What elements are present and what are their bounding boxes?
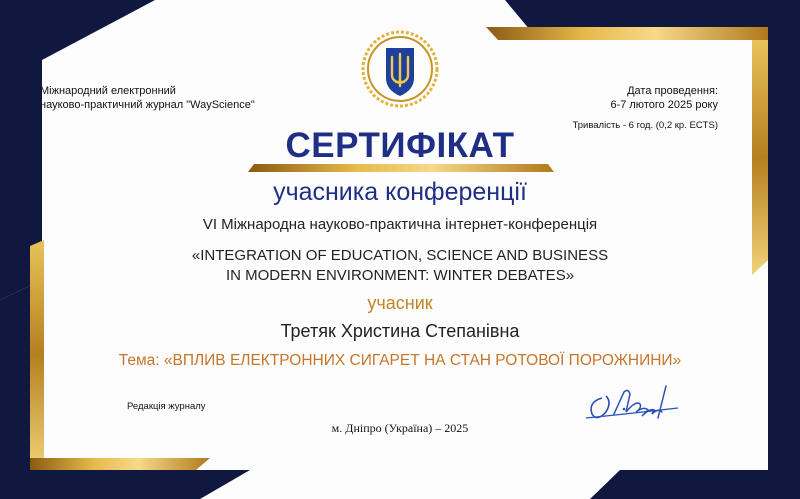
city-year: м. Дніпро (Україна) – 2025: [331, 421, 469, 435]
certificate-subtitle: учасника конференції: [273, 178, 527, 206]
conference-name-line-2: IN MODERN ENVIRONMENT: WINTER DEBATES»: [225, 267, 575, 284]
participant-name: Третяк Христина Степанівна: [280, 321, 520, 341]
conference-description: VI Міжнародна науково-практична інтернет-конференція: [202, 216, 598, 233]
navy-bottom-right: [590, 470, 768, 499]
gold-band-bottom-left: [30, 458, 210, 470]
journal-name: [40, 84, 255, 112]
journal-line-1: Міжнародний електронний: [40, 85, 176, 97]
editorial-label: Редакція журналу: [127, 401, 206, 412]
event-date: [610, 84, 718, 112]
trident-emblem-icon: [361, 30, 439, 113]
participant-role: учасник: [367, 293, 433, 313]
journal-line-2: науково-практичний журнал "WayScience": [40, 99, 255, 111]
conference-name-line-1: «INTEGRATION OF EDUCATION, SCIENCE AND BUSINESS: [191, 247, 609, 264]
gold-band-top-right: [486, 27, 768, 40]
certificate-title: СЕРТИФІКАТ: [285, 126, 515, 165]
topic-text: Тема: «ВПЛИВ ЕЛЕКТРОННИХ СИГАРЕТ НА СТАН РОТОВОЇ ПОРОЖНИНИ»: [118, 352, 682, 369]
date-value: 6-7 лютого 2025 року: [610, 99, 718, 111]
date-label: Дата проведення:: [627, 85, 718, 97]
duration-text: Тривалість - 6 год. (0,2 кр. ECTS): [572, 120, 718, 131]
conference-name: [0, 246, 800, 286]
